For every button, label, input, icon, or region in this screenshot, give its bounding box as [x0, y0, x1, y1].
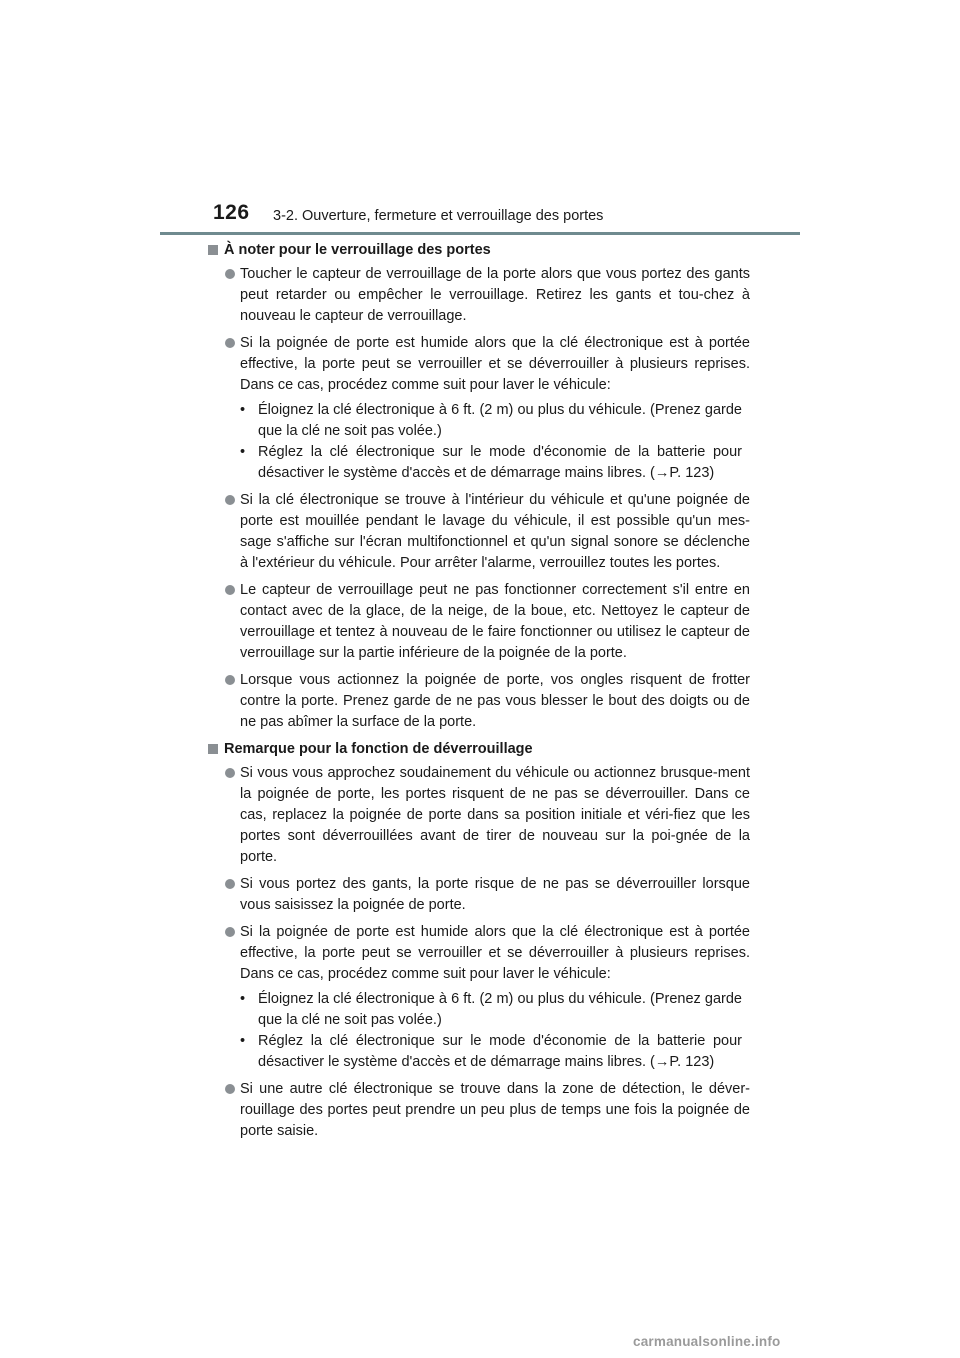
- list-item: [225, 874, 750, 916]
- sub-list-item-text: Réglez la clé électronique sur le mode d'économie de la batterie pour désactiver le système d'accès et de démarrage mains libres. (→P. 123): [258, 1033, 742, 1070]
- list-item: [225, 580, 750, 664]
- chapter-title: 3-2. Ouverture, fermeture et verrouillage des portes: [273, 208, 604, 224]
- list-item-text: Toucher le capteur de verrouillage de la porte alors que vous portez des gants peut retarder ou empêcher le verrouillage. Retirez les gants et tou-chez à nouveau le capteur de verrouillage.: [240, 266, 750, 324]
- list-item-text: Si vous portez des gants, la porte risque de ne pas se déverrouiller lorsque vous saisissez la poignée de porte.: [240, 876, 750, 913]
- round-bullet-icon: [225, 768, 235, 778]
- sub-list-item: [240, 442, 750, 484]
- page-number: 126: [213, 201, 250, 224]
- sub-list: [240, 400, 750, 484]
- list-item: [225, 490, 750, 574]
- list-item-text: Si la poignée de porte est humide alors que la clé électronique est à portée effective, la porte peut se verrouiller et se déverrouiller à plusieurs reprises. Dans ce cas, procédez comme suit pour laver le véhicule:: [240, 924, 750, 982]
- round-bullet-icon: [225, 675, 235, 685]
- round-bullet-icon: [225, 879, 235, 889]
- sub-list-item-text: Éloignez la clé électronique à 6 ft. (2 m) ou plus du véhicule. (Prenez garde que la clé ne soit pas volée.): [258, 991, 742, 1028]
- round-bullet-icon: [225, 269, 235, 279]
- square-bullet-icon: [208, 744, 218, 754]
- header-rule: [160, 232, 800, 235]
- list-item-text: Si vous vous approchez soudainement du véhicule ou actionnez brusque-ment la poignée de porte, les portes risquent de ne pas se déverrouiller. Dans ce cas, replacez la poignée de porte dans sa position initiale et véri-fiez que les portes sont déverrouillées avant de tirer de nouveau sur la poi-gnée de la porte.: [240, 765, 750, 865]
- page-content: [208, 240, 750, 1148]
- sub-list-item-text: Réglez la clé électronique sur le mode d'économie de la batterie pour désactiver le système d'accès et de démarrage mains libres. (→P. 123): [258, 444, 742, 481]
- watermark: carmanualsonline.info: [633, 1334, 781, 1349]
- section-heading: [208, 739, 750, 760]
- round-bullet-icon: [225, 585, 235, 595]
- sub-list-item: [240, 989, 750, 1031]
- sub-list-item: [240, 400, 750, 442]
- sub-bullet-marker: •: [240, 402, 246, 418]
- list-item: [225, 922, 750, 1073]
- round-bullet-icon: [225, 1084, 235, 1094]
- section-unlocking-notes: [208, 739, 750, 1142]
- sub-list-item-text: Éloignez la clé électronique à 6 ft. (2 m) ou plus du véhicule. (Prenez garde que la clé ne soit pas volée.): [258, 402, 742, 439]
- section-heading: [208, 240, 750, 261]
- page-header: [0, 0, 960, 240]
- list-item-text: Si la poignée de porte est humide alors que la clé électronique est à portée effective, la porte peut se verrouiller et se déverrouiller à plusieurs reprises. Dans ce cas, procédez comme suit pour laver le véhicule:: [240, 335, 750, 393]
- section-door-locking-notes: [208, 240, 750, 733]
- section-heading-text: À noter pour le verrouillage des portes: [224, 242, 491, 258]
- sub-bullet-marker: •: [240, 1033, 246, 1049]
- round-bullet-icon: [225, 338, 235, 348]
- list-item: [225, 670, 750, 733]
- sub-bullet-marker: •: [240, 444, 246, 460]
- list-item: [225, 264, 750, 327]
- list-item: [225, 763, 750, 868]
- bullet-list: [208, 763, 750, 1142]
- round-bullet-icon: [225, 495, 235, 505]
- list-item-text: Lorsque vous actionnez la poignée de porte, vos ongles risquent de frotter contre la porte. Prenez garde de ne pas vous blesser le bout des doigts ou de ne pas abîmer la surface de la porte.: [240, 672, 750, 730]
- list-item-text: Le capteur de verrouillage peut ne pas fonctionner correctement s'il entre en contact avec de la glace, de la neige, de la boue, etc. Nettoyez le capteur de verrouillage et tentez à nouveau de le faire fonctionner ou utilisez le capteur de verrouillage sur la partie inférieure de la poignée de la porte.: [240, 582, 750, 661]
- list-item-text: Si une autre clé électronique se trouve dans la zone de détection, le déver-rouillage des portes peut prendre un peu plus de temps une fois la poignée de porte saisie.: [240, 1081, 750, 1139]
- list-item: [225, 1079, 750, 1142]
- square-bullet-icon: [208, 245, 218, 255]
- sub-bullet-marker: •: [240, 991, 246, 1007]
- bullet-list: [208, 264, 750, 733]
- sub-list: [240, 989, 750, 1073]
- sub-list-item: [240, 1031, 750, 1073]
- section-heading-text: Remarque pour la fonction de déverrouillage: [224, 741, 533, 757]
- list-item: [225, 333, 750, 484]
- round-bullet-icon: [225, 927, 235, 937]
- list-item-text: Si la clé électronique se trouve à l'intérieur du véhicule et qu'une poignée de porte est mouillée pendant le lavage du véhicule, il est possible qu'un mes-sage s'affiche sur l'écran multifonctionnel et qu'un signal sonore se déclenche à l'extérieur du véhicule. Pour arrêter l'alarme, verrouillez toutes les portes.: [240, 492, 750, 571]
